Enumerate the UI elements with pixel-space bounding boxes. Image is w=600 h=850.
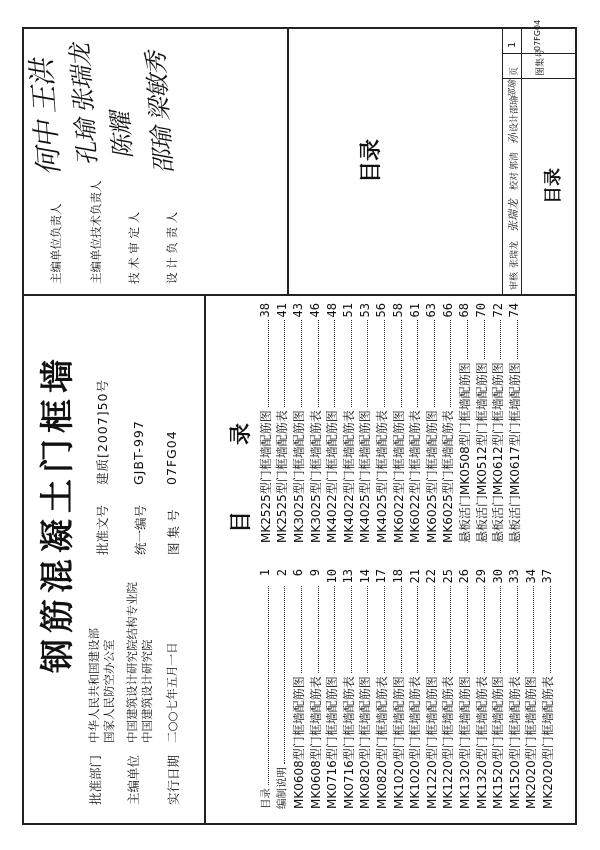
toc-item-title: MK2020型门框墙配筋图 [524, 676, 539, 809]
toc-item-title: MK0716型门框墙配筋图 [325, 676, 340, 809]
toc-item-title: MK2525型门框墙配筋图 [258, 410, 273, 543]
toc-item-title: MK1520型门框墙配筋图 [491, 676, 506, 809]
toc-item [489, 569, 506, 809]
toc-item-title: 编制说明 [276, 767, 289, 809]
tb-page-value: 1 [507, 41, 518, 48]
toc-dot-leader [417, 320, 418, 407]
toc-item-page: 1 [258, 569, 273, 577]
toc-dot-leader [401, 320, 402, 407]
chief-unit-head-role: 主编单位负责人 [49, 203, 63, 284]
toc-item-title: MK1220型门框墙配筋图 [424, 676, 439, 809]
toc-item-page: 68 [457, 303, 472, 318]
tb-atlas-no-label: 图集号 [536, 48, 546, 76]
tb-design-printed: 邵瑜 [510, 95, 520, 114]
toc-item-title: 悬板活门MK0612型门框墙配筋图 [491, 362, 506, 543]
main-title: 钢筋混凝土门框墙 [38, 353, 78, 673]
toc-dot-leader [517, 586, 518, 673]
toc-item-title: MK6022型门框墙配筋表 [408, 410, 423, 543]
approval-dept-label: 批准部门 [88, 754, 103, 805]
sheet-title: 目录 [359, 138, 384, 183]
editor-label: 主编单位 [126, 754, 141, 805]
toc-item-title: MK1020型门框墙配筋表 [408, 676, 423, 809]
tb-review-label: 审核 [510, 271, 520, 290]
approval-dept-line1: 中华人民共和国建设部 [87, 628, 101, 743]
toc-item [423, 303, 440, 543]
editor-line2: 中国建筑设计研究院 [140, 639, 154, 743]
toc-dot-leader [450, 586, 451, 673]
toc-item [390, 303, 407, 543]
toc-item [340, 569, 357, 809]
toc-dot-leader [417, 586, 418, 673]
toc-item-page: 30 [490, 569, 505, 584]
tech-review-signature: 陈耀 [106, 111, 138, 160]
tech-head-signature: 孔瑜 张瑞龙 [65, 43, 103, 167]
toc-item-title: MK4025型门框墙配筋图 [358, 410, 373, 543]
approval-dept-row [86, 285, 118, 805]
toc-item-page: 72 [490, 303, 505, 318]
toc-item-title: MK0608型门框墙配筋表 [308, 676, 323, 809]
toc-dot-leader [384, 586, 385, 673]
effective-value: 二○○七年五月一日 [165, 642, 179, 743]
toc-dot-leader [384, 320, 385, 407]
toc-item-page: 26 [457, 569, 472, 584]
toc-item-title: MK6025型门框墙配筋图 [424, 410, 439, 543]
toc-dot-leader [533, 586, 534, 673]
toc-item-title: MK4022型门框墙配筋图 [325, 410, 340, 543]
approval-doc-value: 建质[2007]50号 [95, 379, 110, 485]
toc-item [274, 303, 291, 543]
toc-item-page: 48 [324, 303, 339, 318]
toc-item [390, 569, 407, 809]
toc-item [506, 303, 523, 543]
toc-item-page: 41 [274, 303, 289, 318]
toc-item-title: MK0608型门框墙配筋图 [291, 676, 306, 809]
toc-item-page: 17 [374, 569, 389, 584]
toc-item-title: MK1320型门框墙配筋表 [474, 676, 489, 809]
toc-item-page: 9 [308, 569, 323, 577]
toc-item-title: MK0716型门框墙配筋表 [341, 676, 356, 809]
toc-dot-leader [467, 586, 468, 673]
unified-no-label: 统一编号 [133, 504, 148, 555]
tb-design-label: 设计 [510, 113, 520, 132]
toc-dot-leader [284, 320, 285, 407]
toc-dot-leader [484, 586, 485, 673]
column-divider [24, 295, 577, 297]
toc-item-title: MK6022型门框墙配筋图 [391, 410, 406, 543]
toc-item-page: 29 [474, 569, 489, 584]
toc-item-page: 6 [291, 569, 306, 577]
toc-item [307, 303, 324, 543]
toc-item-page: 21 [407, 569, 422, 584]
toc-item-page: 43 [291, 303, 306, 318]
atlas-no-value: 07FG04 [164, 430, 179, 485]
toc-item [523, 569, 540, 809]
toc-dot-leader [434, 586, 435, 673]
toc-dot-leader [401, 586, 402, 673]
toc-dot-leader [550, 586, 551, 673]
toc-item-page: 61 [407, 303, 422, 318]
toc-item-title: MK1320型门框墙配筋图 [457, 676, 472, 809]
toc-item-page: 2 [274, 569, 289, 577]
toc-item [340, 303, 357, 543]
toc-item-title: MK1220型门框墙配筋表 [441, 676, 456, 809]
toc-item-title: MK6025型门框墙配筋表 [441, 410, 456, 543]
toc-heading-right: 录 [229, 422, 254, 445]
toc-dot-leader [284, 586, 285, 764]
toc-item-page: 58 [391, 303, 406, 318]
toc-dot-leader [334, 586, 335, 673]
toc-dot-leader [500, 586, 501, 673]
toc-heading-left: 目 [229, 510, 254, 533]
editor-row [124, 285, 156, 805]
toc-item-title: MK2525型门框墙配筋表 [275, 410, 290, 543]
toc-item-page: 70 [474, 303, 489, 318]
toc-item [357, 303, 374, 543]
tb-check-label: 校对 [510, 171, 520, 190]
toc-item-page: 37 [540, 569, 555, 584]
tb-row-divider [521, 29, 522, 294]
toc-dot-leader [351, 320, 352, 407]
chief-unit-head-signature: 何中 王洪 [24, 58, 66, 177]
toc-item [440, 569, 457, 809]
toc-dot-leader [450, 320, 451, 407]
cover-divider [204, 296, 206, 823]
toc-item-title: 悬板活门MK0508型门框墙配筋图 [457, 362, 472, 543]
toc-item-title: 悬板活门MK0512型门框墙配筋图 [474, 362, 489, 543]
toc-item-page: 53 [357, 303, 372, 318]
toc-item-page: 25 [440, 569, 455, 584]
toc-item-title: MK2020型门框墙配筋表 [540, 676, 555, 809]
toc-item-title: MK3025型门框墙配筋图 [291, 410, 306, 543]
toc-item-title: 目录 [259, 788, 272, 809]
toc-item-title: MK3025型门框墙配筋表 [308, 410, 323, 543]
sig-row-tech-head [65, 29, 104, 294]
toc-dot-leader [517, 320, 518, 359]
toc-item-title: 悬板活门MK0617型门框墙配筋图 [507, 362, 522, 543]
tb-review-signature: 张瑞龙 [507, 199, 520, 232]
sig-row-design-head [141, 29, 180, 294]
toc-item [373, 569, 390, 809]
design-head-role: 设 计 负 责 人 [165, 211, 179, 284]
tb-review-printed: 张瑞龙 [510, 240, 520, 268]
effective-row [164, 285, 184, 805]
toc-item-page: 14 [357, 569, 372, 584]
toc-dot-leader [500, 320, 501, 359]
toc-dot-leader [467, 320, 468, 359]
tb-title: 目录 [543, 168, 564, 204]
toc-item-page: 63 [424, 303, 439, 318]
toc-item-title: MK1020型门框墙配筋图 [391, 676, 406, 809]
toc-dot-leader [367, 320, 368, 407]
title-block [502, 19, 576, 294]
toc-item [307, 569, 324, 809]
toc-item [290, 569, 307, 809]
toc-dot-leader [268, 320, 269, 407]
effective-label: 实行日期 [166, 754, 181, 805]
toc-item [506, 569, 523, 809]
toc-dot-leader [318, 320, 319, 407]
unified-no-value: GJBT-997 [131, 420, 146, 485]
toc-item [406, 303, 423, 543]
toc-item [257, 569, 274, 809]
tb-col-divider-1 [503, 78, 576, 79]
toc-dot-leader [334, 320, 335, 407]
design-head-signature: 邵瑜 梁敏秀 [141, 51, 179, 175]
toc-item [290, 303, 307, 543]
toc-item-page: 33 [507, 569, 522, 584]
toc-item-title: MK0820型门框墙配筋表 [374, 676, 389, 809]
tech-review-role: 技 术 审 定 人 [127, 211, 141, 284]
tech-head-role: 主编单位技术负责人 [89, 180, 103, 284]
drawing-frame [22, 19, 577, 825]
toc-dot-leader [367, 586, 368, 673]
toc-item-title: MK0820型门框墙配筋图 [358, 676, 373, 809]
toc-item-page: 66 [440, 303, 455, 318]
toc-dot-leader [301, 320, 302, 407]
toc-item-page: 13 [341, 569, 356, 584]
tb-atlas-no-value: 07FG04 [533, 19, 542, 51]
approval-dept-line2: 国家人民防空办公室 [102, 639, 116, 743]
toc-item-page: 46 [308, 303, 323, 318]
toc-item-page: 18 [391, 569, 406, 584]
tb-check-signature: 孙 [507, 133, 520, 144]
toc-item [489, 303, 506, 543]
toc-item [423, 569, 440, 809]
toc-item [373, 303, 390, 543]
toc-left-column [257, 569, 556, 809]
toc-item [456, 303, 473, 543]
toc-item [257, 303, 274, 543]
toc-item-title: MK4022型门框墙配筋表 [341, 410, 356, 543]
toc-item [440, 303, 457, 543]
toc-right-column [257, 303, 523, 543]
tb-check-printed: 郭清 [510, 151, 520, 170]
tb-design-signature: 邵瑜 [508, 79, 518, 98]
tb-page-label: 页 [510, 66, 520, 76]
toc-item-page: 56 [374, 303, 389, 318]
toc-dot-leader [351, 586, 352, 673]
toc-dot-leader [318, 586, 319, 673]
toc-dot-leader [484, 320, 485, 359]
toc-dot-leader [268, 586, 269, 785]
toc-item [539, 569, 556, 809]
toc-item-page: 22 [424, 569, 439, 584]
toc-item-page: 74 [507, 303, 522, 318]
toc-item [456, 569, 473, 809]
toc-item [274, 569, 291, 809]
toc-item-title: MK1520型门框墙配筋表 [507, 676, 522, 809]
signature-block [26, 26, 288, 294]
toc-item-title: MK4025型门框墙配筋表 [374, 410, 389, 543]
atlas-no-label: 图 集 号 [166, 509, 181, 555]
toc-item [473, 303, 490, 543]
approval-doc-label: 批准文号 [95, 504, 110, 555]
toc-item [323, 303, 340, 543]
toc-item [406, 569, 423, 809]
toc-item [473, 569, 490, 809]
toc-item [323, 569, 340, 809]
toc-dot-leader [434, 320, 435, 407]
toc-item-page: 10 [324, 569, 339, 584]
toc-item [357, 569, 374, 809]
toc-dot-leader [301, 586, 302, 673]
toc-item-page: 38 [258, 303, 273, 318]
editor-line1: 中国建筑设计研究院结构专业院 [125, 582, 139, 743]
toc-item-page: 51 [341, 303, 356, 318]
toc-item-page: 34 [523, 569, 538, 584]
